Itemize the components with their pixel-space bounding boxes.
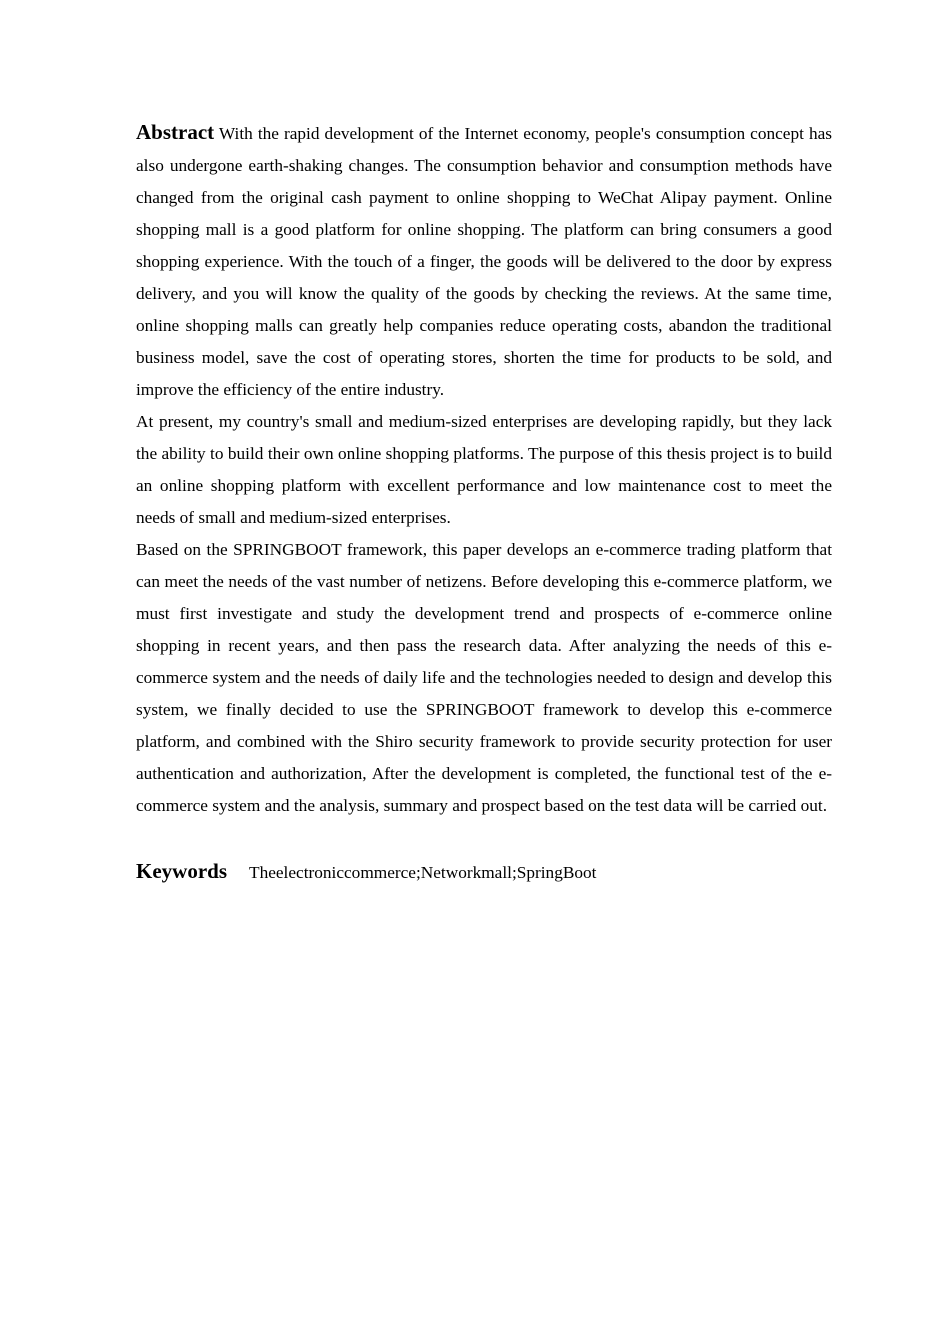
abstract-heading: Abstract bbox=[136, 120, 215, 144]
keywords-text: Theelectroniccommerce;Networkmall;SpringBoot bbox=[249, 863, 597, 882]
abstract-paragraph-3: Based on the SPRINGBOOT framework, this paper develops an e-commerce trading platform that can meet the needs of the vast number of netizens. Before developing this e-commerce platform, we must first investigate and study the development trend and prospects of e-commerce online shopping in recent years, and then pass the research data. After analyzing the needs of this e-commerce system and the needs of daily life and the technologies needed to design and develop this system, we finally decided to use the SPRINGBOOT framework to develop this e-commerce platform, and combined with the Shiro security framework to provide security protection for user authentication and authorization, After the development is completed, the functional test of the e-commerce system and the analysis, summary and prospect based on the test data will be carried out. bbox=[136, 540, 832, 815]
keywords-line bbox=[136, 855, 832, 889]
abstract-paragraph-1-text: With the rapid development of the Internet economy, people's consumption concept has also undergone earth-shaking changes. The consumption behavior and consumption methods have changed from the original cash payment to online shopping to WeChat Alipay payment. Online shopping mall is a good platform for online shopping. The platform can bring consumers a good shopping experience. With the touch of a finger, the goods will be delivered to the door by express delivery, and you will know the quality of the goods by checking the reviews. At the same time, online shopping malls can greatly help companies reduce operating costs, abandon the traditional business model, save the cost of operating stores, shorten the time for products to be sold, and improve the efficiency of the entire industry. bbox=[136, 124, 832, 399]
abstract-paragraph-2: At present, my country's small and medium-sized enterprises are developing rapidly, but they lack the ability to build their own online shopping platforms. The purpose of this thesis project is to build an online shopping platform with excellent performance and low maintenance cost to meet the needs of small and medium-sized enterprises. bbox=[136, 412, 832, 527]
abstract-paragraph-1 bbox=[136, 116, 832, 406]
keywords-heading: Keywords bbox=[136, 859, 227, 883]
abstract-page bbox=[136, 116, 832, 889]
